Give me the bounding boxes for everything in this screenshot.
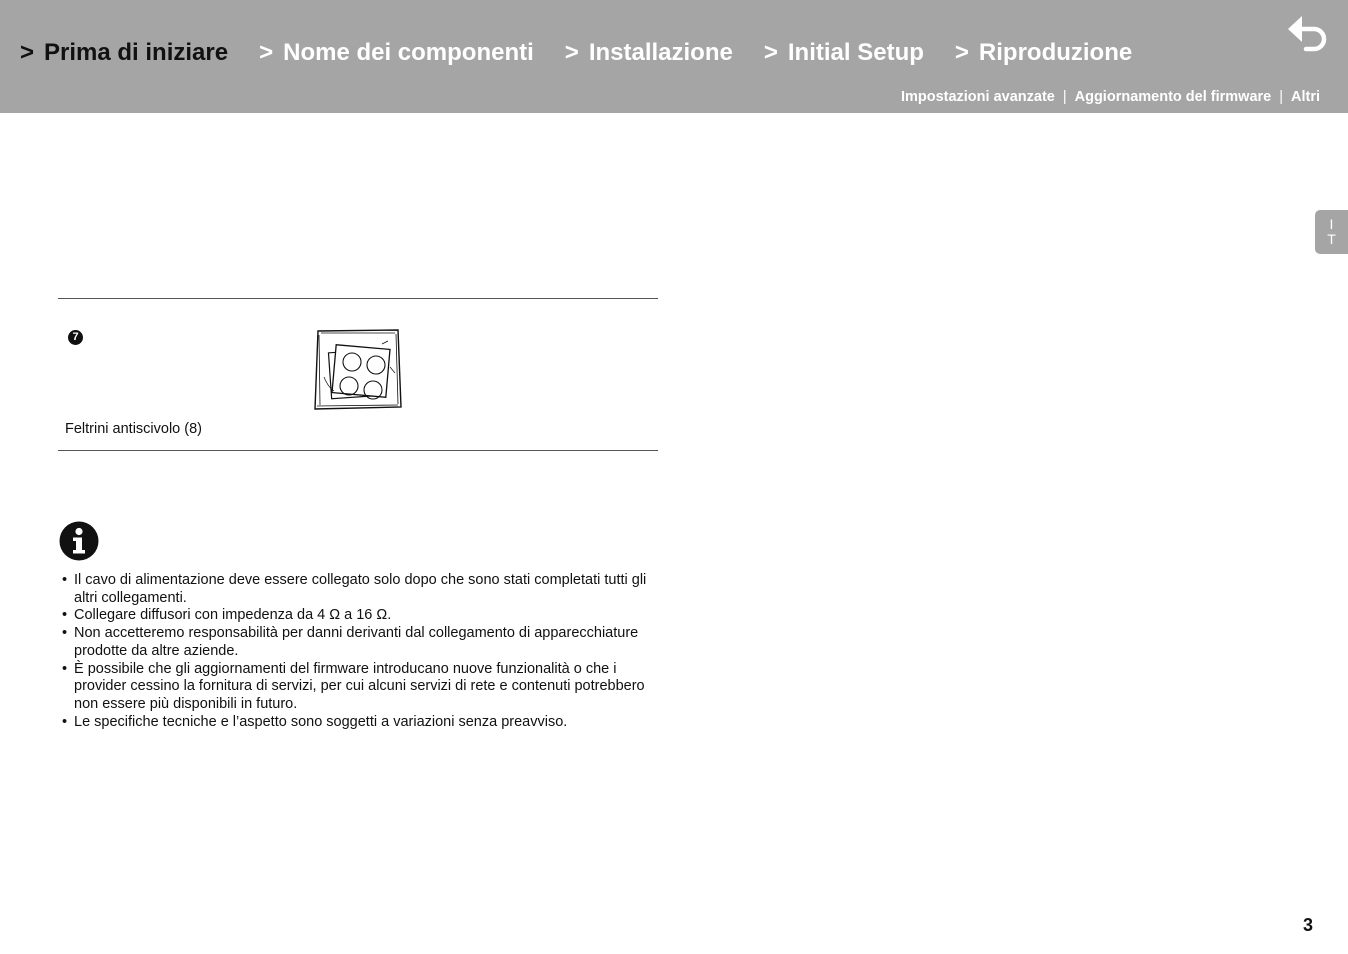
- notes-list: [62, 572, 658, 731]
- language-tab[interactable]: [1315, 210, 1348, 254]
- nav-installazione[interactable]: [565, 38, 733, 68]
- note-item: • Le specifiche tecniche e l’aspetto sono soggetti a variazioni senza preavviso.: [62, 714, 658, 732]
- felt-pads-illustration: [312, 327, 404, 411]
- table-top-rule: [58, 298, 658, 299]
- page-number: 3: [1303, 915, 1314, 935]
- nav-nome-dei-componenti[interactable]: [259, 38, 534, 68]
- note-item: • È possibile che gli aggiornamenti del firmware introducano nuove funzionalità o che i provider cessino la fornitura di servizi, per cui alcuni servizi di rete e contenuti potrebbero non essere più disponibili in futuro.: [62, 661, 658, 714]
- subnav-separator: |: [1062, 89, 1067, 105]
- nav-initial-setup[interactable]: [764, 38, 924, 68]
- nav-arrow: >: [954, 39, 969, 66]
- subnav-altri[interactable]: Altri: [1291, 89, 1320, 105]
- info-icon: [59, 521, 99, 561]
- subnav-aggiornamento-firmware[interactable]: Aggiornamento del firmware: [1074, 89, 1272, 105]
- nav-label: Nome dei componenti: [283, 39, 534, 66]
- nav-label: Riproduzione: [978, 39, 1133, 66]
- note-item: • Collegare diffusori con impedenza da 4 Ω a 16 Ω.: [62, 607, 658, 625]
- return-arrow-icon[interactable]: [1286, 12, 1330, 52]
- language-letter: I: [1329, 216, 1334, 232]
- note-item: • Il cavo di alimentazione deve essere collegato solo dopo che sono stati completati tutti gli altri collegamenti.: [62, 572, 658, 607]
- accessory-label: Feltrini antiscivolo (8): [65, 421, 202, 437]
- nav-arrow: >: [564, 39, 579, 66]
- nav-label: Initial Setup: [787, 39, 924, 66]
- subnav-impostazioni-avanzate[interactable]: Impostazioni avanzate: [900, 89, 1055, 105]
- header-bar: [0, 0, 1348, 113]
- nav-prima-di-iniziare[interactable]: [20, 38, 228, 68]
- sub-nav: [901, 89, 1320, 105]
- note-item: • Non accetteremo responsabilità per danni derivanti dal collegamento di apparecchiature prodotte da altre aziende.: [62, 625, 658, 660]
- nav-label: Prima di iniziare: [44, 39, 229, 66]
- nav-arrow: >: [259, 39, 274, 66]
- nav-arrow: >: [763, 39, 778, 66]
- table-bottom-rule: [58, 450, 658, 451]
- main-nav: [20, 38, 1163, 68]
- subnav-separator: |: [1279, 89, 1283, 105]
- language-letter: T: [1327, 231, 1336, 247]
- nav-arrow: >: [20, 39, 35, 66]
- nav-riproduzione[interactable]: [955, 38, 1132, 68]
- nav-label: Installazione: [588, 39, 733, 66]
- item-number-badge: 7: [68, 330, 83, 345]
